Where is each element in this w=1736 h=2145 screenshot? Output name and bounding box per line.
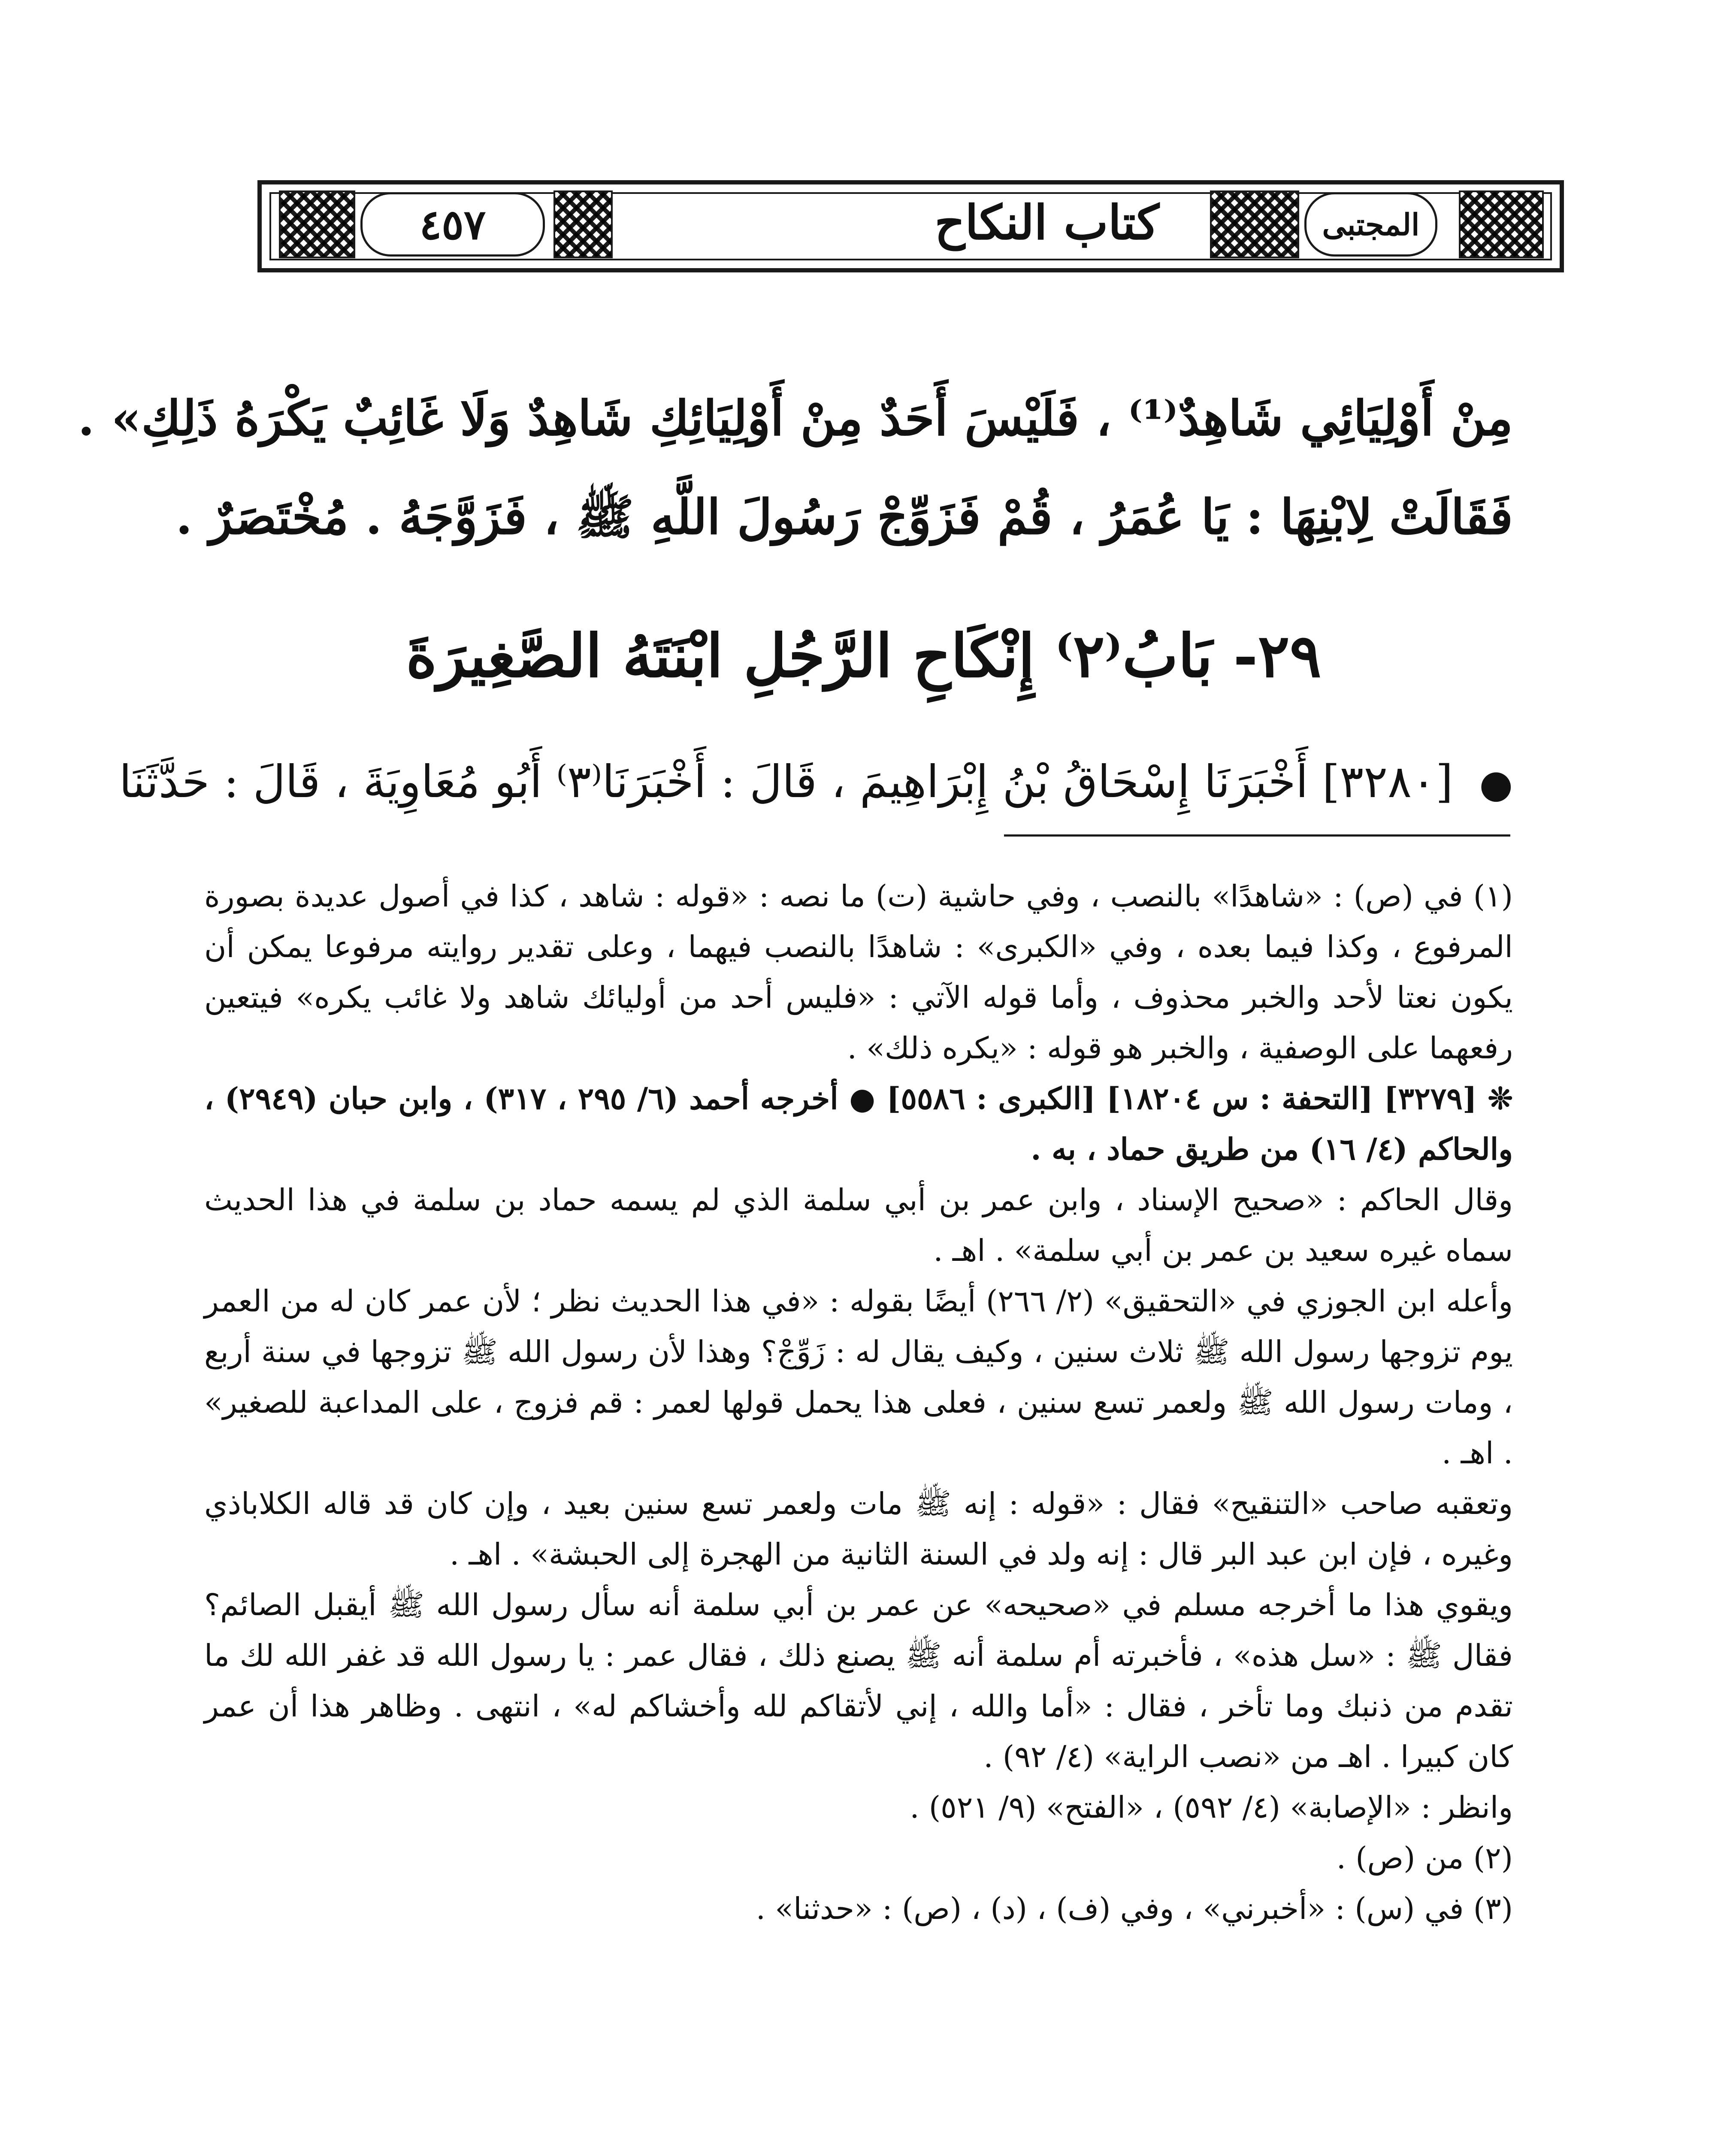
hadith-line xyxy=(119,755,1513,808)
section-heading: ٢٩- بَابُ⁽٢⁾ إِنْكَاحِ الرَّجُلِ ابْنَتَهُ الصَّغِيرَةَ xyxy=(406,621,1322,691)
page-header xyxy=(257,180,1564,272)
main-text-line-2: فَقَالَتْ لِابْنِهَا : يَا عُمَرُ ، قُمْ فَزَوِّجْ رَسُولَ اللَّهِ ﷺ ، فَزَوَّجَهُ . مُخْتَصَرٌ . xyxy=(175,489,1513,545)
footnote-1: (١) في (ص) : «شاهدًا» بالنصب ، وفي حاشية (ت) ما نصه : «قوله : شاهد ، كذا في أصول عديدة بصورة المرفوع ، وكذا فيما بعده ، وفي «الكبرى» : شاهدًا بالنصب فيهما ، وعلى تقدير روايته مرفوعا يمكن أن يكون نعتا لأحد والخبر محذوف ، وأما قوله الآتي : «فليس أحد من أوليائك شاهد ولا غائب يكره» فيتعين رفعهما على الوصفية ، والخبر هو قوله : «يكره ذلك» . xyxy=(204,879,1513,1066)
book-badge: المجتبى xyxy=(1304,192,1437,257)
main-text-line-1: مِنْ أَوْلِيَائِي شَاهِدٌ⁽¹⁾ ، فَلَيْسَ أَحَدٌ مِنْ أَوْلِيَائِكِ شَاهِدٌ وَلَا غَائِبٌ يَكْرَهُ ذَلِكِ» . xyxy=(78,390,1513,447)
footnote-divider xyxy=(1004,834,1510,837)
header-ornament-inner-left xyxy=(553,190,613,258)
footnote-3: (٣) في (س) : «أخبرني» ، وفي (ف) ، (د) ، (ص) : «حدثنا» . xyxy=(756,1891,1513,1926)
note-hakim: وقال الحاكم : «صحيح الإسناد ، وابن عمر بن أبي سلمة الذي لم يسمه حماد بن سلمة في هذا الحديث سماه غيره سعيد بن عمر بن أبي سلمة» . اهـ . xyxy=(204,1182,1513,1268)
note-see-also: وانظر : «الإصابة» (٤/ ٥٩٢) ، «الفتح» (٩/ ٥٢١) . xyxy=(910,1790,1513,1825)
header-ornament-inner-right xyxy=(1210,190,1299,258)
hadith-text: [٣٢٨٠] أَخْبَرَنَا إِسْحَاقُ بْنُ إِبْرَاهِيمَ ، قَالَ : أَخْبَرَنَا⁽٣⁾ أَبُو مُعَاوِيَةَ ، قَالَ : حَدَّثَنَا xyxy=(119,755,1453,808)
bullet-icon: ● xyxy=(1479,761,1513,807)
footnotes xyxy=(204,871,1513,1934)
takhrij-note: ❊ [٣٢٧٩] [التحفة : س ١٨٢٠٤] [الكبرى : ٥٥٨٦] ● أخرجه أحمد (٦/ ٢٩٥ ، ٣١٧) ، وابن حبان (٢٩٤٩) ، والحاكم (٤/ ١٦) من طريق حماد ، به . xyxy=(204,1081,1513,1167)
header-ornament-left xyxy=(279,190,355,258)
chapter-title: كتاب النكاح xyxy=(935,194,1159,250)
footnote-2: (٢) من (ص) . xyxy=(1336,1840,1513,1876)
note-tanqih: وتعقبه صاحب «التنقيح» فقال : «قوله : إنه ﷺ مات ولعمر تسع سنين بعيد ، وإن كان قد قاله الكلاباذي وغيره ، فإن ابن عبد البر قال : إنه ولد في السنة الثانية من الهجرة إلى الحبشة» . اهـ . xyxy=(204,1486,1513,1572)
note-muslim: ويقوي هذا ما أخرجه مسلم في «صحيحه» عن عمر بن أبي سلمة أنه سأل رسول الله ﷺ أيقبل الصائم؟ فقال ﷺ : «سل هذه» ، فأخبرته أم سلمة أنه ﷺ يصنع ذلك ، فقال عمر : يا رسول الله قد غفر الله لك ما تقدم من ذنبك وما تأخر ، فقال : «أما والله ، إني لأتقاكم لله وأخشاكم له» ، انتهى . وظاهر هذا أن عمر كان كبيرا . اهـ من «نصب الراية» (٤/ ٩٢) . xyxy=(204,1587,1513,1774)
note-ibn-jawzi: وأعله ابن الجوزي في «التحقيق» (٢/ ٢٦٦) أيضًا بقوله : «في هذا الحديث نظر ؛ لأن عمر كان له من العمر يوم تزوجها رسول الله ﷺ ثلاث سنين ، وكيف يقال له : زَوِّجْ؟ وهذا لأن رسول الله ﷺ تزوجها في سنة أربع ، ومات رسول الله ﷺ ولعمر تسع سنين ، فعلى هذا يحمل قولها لعمر : قم فزوج ، على المداعبة للصغير» . اهـ . xyxy=(204,1284,1513,1471)
page-number: ٤٥٧ xyxy=(360,192,545,257)
header-ornament-right xyxy=(1459,190,1544,258)
